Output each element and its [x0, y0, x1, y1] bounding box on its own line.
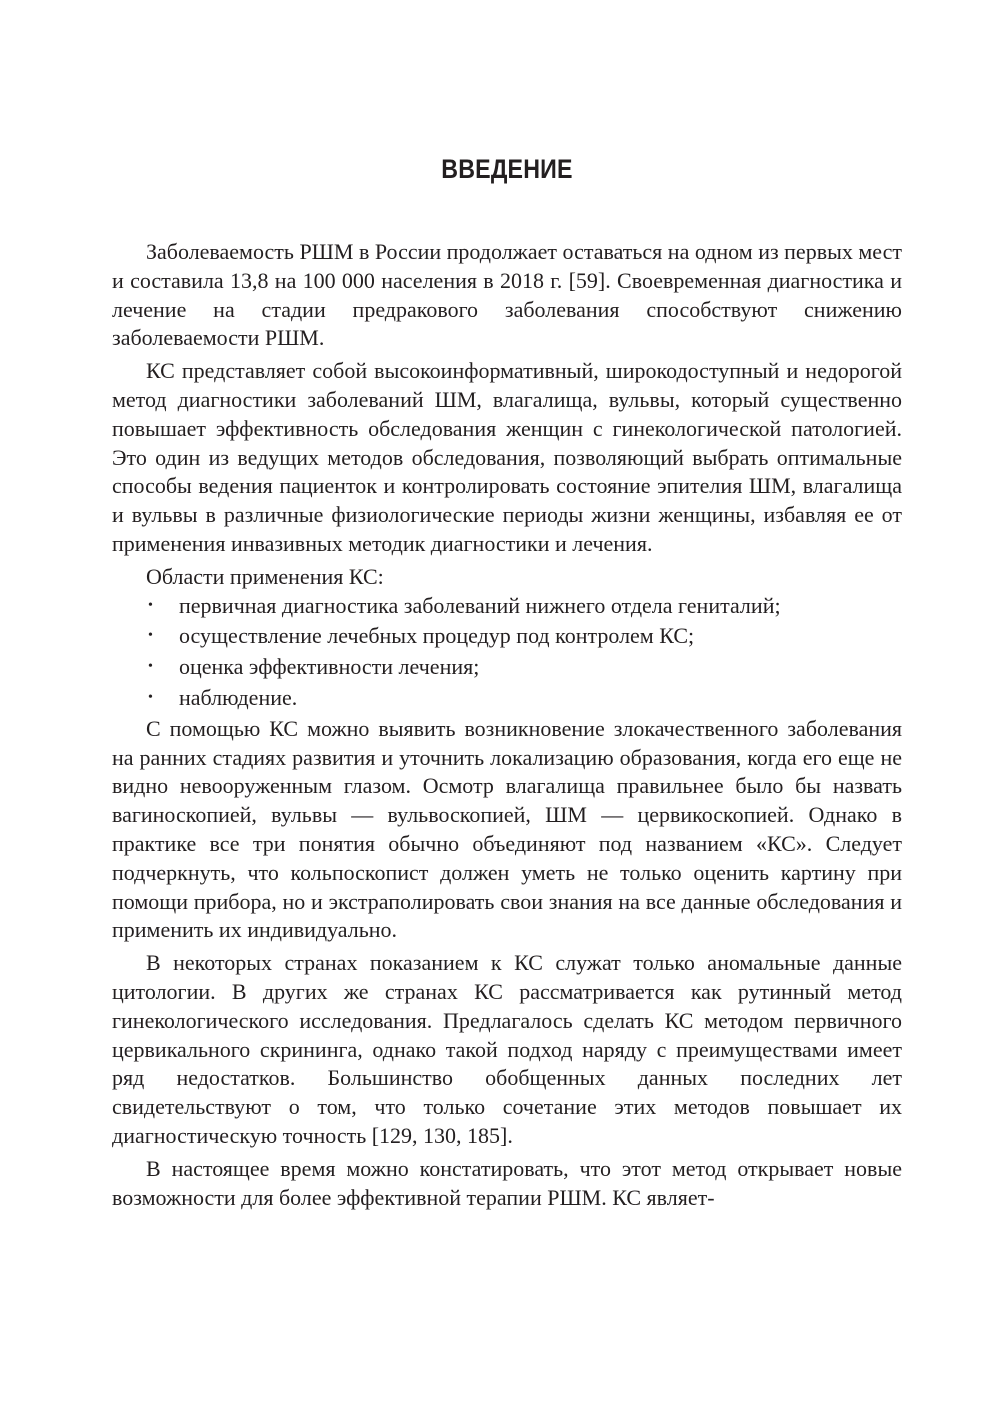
list-item-text: первичная диагностика заболеваний нижнего отдела гениталий; — [179, 592, 781, 618]
bullet-icon: • — [148, 659, 153, 675]
list-label: Области применения КС: — [146, 563, 384, 589]
document-page — [112, 150, 902, 1216]
list-item — [112, 592, 902, 621]
bullet-icon: • — [148, 597, 153, 613]
paragraph-incidence: Заболеваемость РШМ в России продолжает оставаться на одном из первых мест и составила 13,8 на 100 000 населения в 2018 г. [59]. Своевременная диагностика и лечение на стадии предракового заболевания способствуют снижению заболеваемости РШМ. — [112, 239, 902, 351]
bullet-icon: • — [148, 689, 153, 705]
list-item-text: наблюдение. — [179, 684, 298, 710]
paragraph-therapy: В настоящее время можно констатировать, что этот метод открывает новые возможности для более эффективной терапии РШМ. КС являет- — [112, 1155, 902, 1210]
list-item — [112, 684, 902, 713]
list-item-text: осуществление лечебных процедур под контролем КС; — [179, 623, 695, 649]
page-title: ВВЕДЕНИЕ — [441, 154, 573, 184]
bullet-icon: • — [148, 628, 153, 644]
paragraph-detection: С помощью КС можно выявить возникновение злокачественного заболевания на ранних стадиях развития и уточнить локализацию образования, когда его еще не видно невооруженным глазом. Осмотр влагалища правильнее было бы назвать вагиноскопией, вульвы — вульвоскопией, ШМ — цервикоскопией. Однако в практике все три понятия обычно объединяют под названием «КС». Следует подчеркнуть, что кольпоскопист должен уметь не только оценить картину при помощи прибора, но и экстраполировать свои знания на все данные обследования и применить их индивидуально. — [112, 715, 902, 943]
paragraph-screening: В некоторых странах показанием к КС служат только аномальные данные цитологии. В других же странах КС рассматривается как рутинный метод гинекологического исследования. Предлагалось сделать КС методом первичного цервикального скрининга, однако такой подход наряду с преимуществами имеет ряд недостатков. Большинство обобщенных данных последних лет свидетельствуют о том, что только сочетание этих методов повышает их диагностическую точность [129, 130, 185]. — [112, 950, 902, 1148]
applications-list — [112, 592, 902, 713]
list-item — [112, 653, 902, 682]
list-item — [112, 622, 902, 651]
list-item-text: оценка эффективности лечения; — [179, 654, 480, 680]
paragraph-colposcopy-overview: КС представляет собой высокоинформативный, широкодоступный и недорогой метод диагностики заболеваний ШМ, влагалища, вульвы, который существенно повышает эффективность обследования женщин с гинекологической патологией. Это один из ведущих методов обследования, позволяющий выбрать оптимальные способы ведения пациенток и контролировать состояние эпителия ШМ, влагалища и вульвы в различные физиологические периоды жизни женщины, избавляя ее от применения инвазивных методик диагностики и лечения. — [112, 358, 902, 556]
